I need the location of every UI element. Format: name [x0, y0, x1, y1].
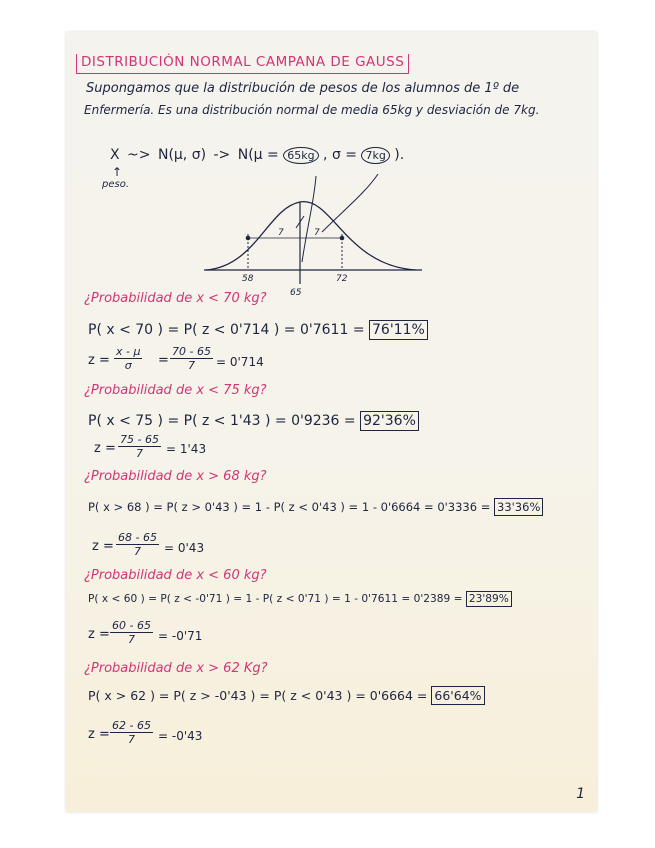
peso-label: peso.	[102, 179, 130, 190]
up-arrow: ↑	[112, 165, 123, 179]
z-result-2: = 1'43	[166, 442, 207, 456]
tick-65: 65	[290, 288, 302, 298]
mean-circled: 65kg	[283, 147, 318, 164]
z-result-5: = -0'43	[158, 729, 203, 743]
prob-expr-4: P( x < 60 ) = P( z < -0'71 ) = 1 - P( z < 0'71 ) = 1 - 0'7611 = 0'2389 =	[88, 593, 463, 605]
model-dist-1: N(μ, σ)	[157, 147, 207, 163]
fraction-formula-den: σ	[124, 359, 132, 372]
model-arrow-2: ->	[213, 147, 231, 163]
question-4: ¿Probabilidad de x < 60 kg?	[84, 568, 267, 583]
z-label-4: z =	[88, 627, 110, 642]
prob-line-2	[88, 414, 419, 428]
fraction-1-num: 70 - 65	[172, 345, 211, 358]
fraction-4-den: 7	[127, 633, 135, 646]
question-2: ¿Probabilidad de x < 75 kg?	[84, 383, 267, 398]
z-label-1: z =	[88, 353, 110, 368]
question-5: ¿Probabilidad de x > 62 Kg?	[84, 661, 268, 676]
fraction-3-den: 7	[133, 545, 141, 558]
z-result-3: = 0'43	[164, 541, 205, 555]
model-dist-2-suffix: ).	[394, 147, 405, 163]
tick-72: 72	[336, 274, 348, 284]
answer-3: 33'36%	[494, 498, 543, 516]
fraction-2-num: 75 - 65	[120, 433, 159, 446]
z-label-3: z =	[92, 539, 114, 554]
fraction-1-den: 7	[187, 359, 195, 372]
prob-expr-5: P( x > 62 ) = P( z > -0'43 ) = P( z < 0'43 ) = 0'6664 =	[88, 688, 428, 703]
prob-line-5	[88, 690, 485, 703]
prob-line-3	[88, 502, 543, 514]
z-result-4: = -0'71	[158, 629, 203, 643]
prob-line-4	[88, 594, 512, 605]
fraction-3-num: 68 - 65	[118, 531, 157, 544]
prob-expr-1: P( x < 70 ) = P( z < 0'714 ) = 0'7611 =	[88, 322, 365, 338]
fraction-2-den: 7	[135, 447, 143, 460]
prob-expr-3: P( x > 68 ) = P( z > 0'43 ) = 1 - P( z < 0'43 ) = 1 - 0'6664 = 0'3336 =	[88, 500, 491, 514]
fraction-5-den: 7	[127, 733, 135, 746]
bell-curve-diagram	[196, 152, 436, 292]
fraction-formula-num: x - μ	[116, 345, 141, 358]
fraction-4	[110, 620, 153, 645]
z-label-2: z =	[94, 441, 116, 456]
model-dist-2-prefix: N(μ =	[237, 147, 279, 163]
model-sigma-prefix: , σ =	[323, 147, 358, 163]
z-label-5: z =	[88, 727, 110, 742]
intro-line-2: Enfermería. Es una distribución normal de media 65kg y desviación de 7kg.	[84, 103, 540, 117]
answer-4: 23'89%	[466, 591, 512, 607]
fraction-2	[118, 434, 161, 459]
intro-line-1: Supongamos que la distribución de pesos de los alumnos de 1º de	[86, 81, 520, 96]
answer-1: 76'11%	[369, 320, 428, 340]
fraction-3	[116, 532, 159, 557]
label-7-right: 7	[314, 228, 320, 238]
answer-5: 66'64%	[431, 686, 484, 705]
page-number: 1	[576, 786, 585, 802]
fraction-formula	[114, 346, 142, 371]
fraction-5	[110, 720, 153, 745]
mean-arrow	[302, 176, 316, 262]
question-3: ¿Probabilidad de x > 68 kg?	[84, 469, 267, 484]
prob-expr-2: P( x < 75 ) = P( z < 1'43 ) = 0'9236 =	[88, 413, 356, 429]
fraction-4-num: 60 - 65	[112, 619, 151, 632]
answer-2: 92'36%	[360, 411, 419, 431]
eq-sign-1: =	[158, 353, 169, 368]
fraction-5-num: 62 - 65	[112, 719, 151, 732]
fraction-1	[170, 346, 213, 371]
z-result-1: = 0'714	[216, 355, 264, 369]
prob-line-1	[88, 323, 428, 337]
model-x: X	[110, 147, 120, 163]
model-arrow-1: ~>	[127, 147, 151, 163]
question-1: ¿Probabilidad de x < 70 kg?	[84, 291, 267, 306]
sigma-circled: 7kg	[361, 147, 389, 164]
page-title: DISTRIBUCIÓN NORMAL CAMPANA DE GAUSS	[76, 54, 409, 74]
label-7-left: 7	[278, 228, 284, 238]
notebook-page	[66, 32, 597, 812]
tick-58: 58	[242, 274, 254, 284]
sigma-arrow	[322, 174, 378, 232]
